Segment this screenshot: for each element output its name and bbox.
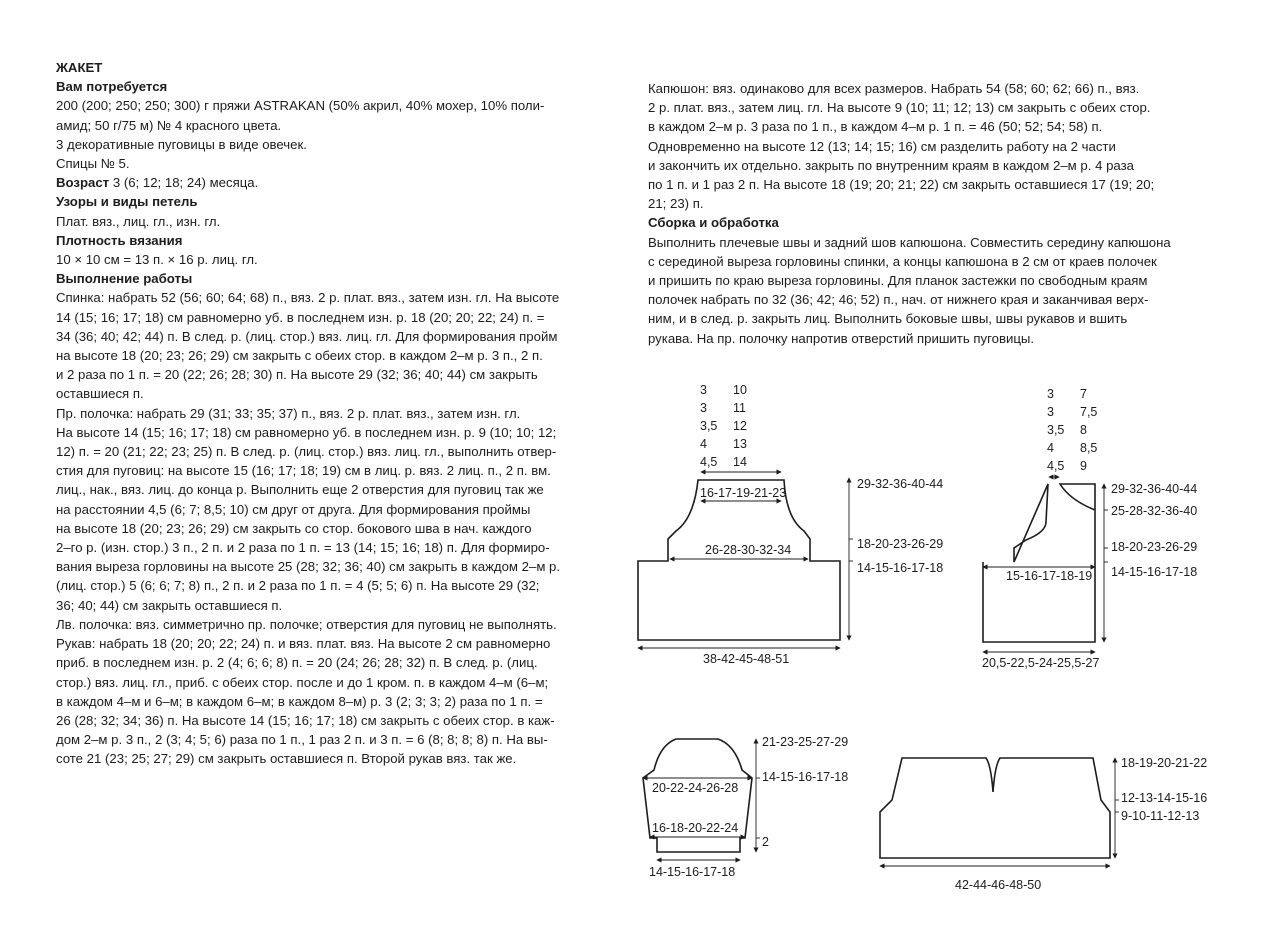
text-line: рукава. На пр. полочку напротив отверстий пришить пуговицы. bbox=[648, 330, 1035, 346]
text-line: На высоте 14 (15; 16; 17; 18) см равномерно уб. в последнем изн. р. 9 (10; 10; 12; bbox=[56, 424, 557, 440]
section-heading: Плотность вязания bbox=[56, 232, 183, 248]
text-line: 36; 40; 44) см закрыть оставшиеся п. bbox=[56, 597, 283, 613]
text-line: вания выреза горловины на высоте 25 (28; 32; 36; 40) см закрыть в каждом 2–м р. bbox=[56, 559, 561, 575]
text-line: с серединой выреза горловины спинки, а концы капюшона в 2 см от краев полочек bbox=[648, 253, 1157, 269]
stack-value: 8,5 bbox=[1080, 441, 1098, 455]
section-heading: Сборка и обработка bbox=[648, 215, 779, 231]
stack-value: 3 bbox=[700, 401, 707, 415]
front-outline bbox=[983, 484, 1095, 642]
back-total-height: 29-32-36-40-44 bbox=[857, 477, 944, 491]
text-line: оставшиеся п. bbox=[56, 386, 144, 402]
text-line: полочек набрать по 32 (36; 42; 46; 52) п., нач. от нижнего края и заканчивая верх- bbox=[648, 292, 1149, 308]
back-diagram bbox=[638, 383, 943, 666]
text-line: Рукав: набрать 18 (20; 20; 22; 24) п. и вяз. плат. вяз. На высоте 2 см равномерно bbox=[56, 636, 551, 652]
stack-value: 10 bbox=[733, 383, 747, 397]
back-stack-right bbox=[733, 383, 747, 469]
text-line: стия для пуговиц: на высоте 15 (16; 17; 18; 19) см в лиц. р. вяз. 2 лиц. п., 2 п. вм. bbox=[56, 463, 551, 479]
stack-value: 3,5 bbox=[1047, 423, 1065, 437]
hood-diagram bbox=[880, 756, 1207, 892]
stack-value: 4 bbox=[1047, 441, 1054, 455]
hood-width: 42-44-46-48-50 bbox=[955, 878, 1042, 892]
text-line: 34 (36; 40; 42; 44) п. В след. р. (лиц. стор.) вяз. лиц. гл. Для формирования пройм bbox=[56, 328, 558, 344]
text-line: 200 (200; 250; 250; 300) г пряжи ASTRAKAN (50% акрил, 40% мохер, 10% поли- bbox=[56, 98, 545, 114]
text-line: Одновременно на высоте 12 (13; 14; 15; 16) см разделить работу на 2 части bbox=[648, 138, 1116, 154]
text-line: 2 р. плат. вяз., затем лиц. гл. На высоте 9 (10; 11; 12; 13) см закрыть с обеих стор. bbox=[648, 100, 1151, 116]
text-line: приб. в последнем изн. р. 2 (4; 6; 6; 8) п. = 20 (24; 26; 28; 32) п. В след. р. (лиц. bbox=[56, 655, 538, 671]
sleeve-cap-height: 21-23-25-27-29 bbox=[762, 735, 849, 749]
front-stack-left bbox=[1047, 387, 1064, 473]
back-chest-width: 26-28-30-32-34 bbox=[705, 543, 792, 557]
front-stack-right bbox=[1080, 387, 1097, 473]
text-line: и пришить по краю выреза горловины. Для планок застежки по свободным краям bbox=[648, 273, 1148, 289]
section-heading: Вам потребуется bbox=[56, 79, 168, 95]
hood-split-height: 12-13-14-15-16 bbox=[1121, 791, 1208, 805]
stack-value: 3 bbox=[700, 383, 707, 397]
text-run: 3 (6; 12; 18; 24) месяца. bbox=[109, 175, 259, 191]
stack-value: 9 bbox=[1080, 459, 1087, 473]
text-line: и 2 раза по 1 п. = 20 (22; 26; 28; 30) п. На высоте 29 (32; 36; 40; 44) см закрыть bbox=[56, 367, 538, 383]
text-line: Выполнить плечевые швы и задний шов капюшона. Совместить середину капюшона bbox=[648, 234, 1171, 250]
stack-value: 8 bbox=[1080, 423, 1087, 437]
hood-outline bbox=[880, 758, 1110, 858]
sleeve-outline bbox=[643, 739, 752, 852]
text-line: в каждом 4–м и 6–м; в каждом 6–м; в каждом 8–м) р. 3 (2; 3; 3; 2) раза по 1 п. = bbox=[56, 693, 543, 709]
text-line: Пр. полочка: набрать 29 (31; 33; 35; 37) п., вяз. 2 р. плат. вяз., затем изн. гл. bbox=[56, 405, 521, 421]
stack-value: 12 bbox=[733, 419, 747, 433]
stack-value: 4,5 bbox=[1047, 459, 1065, 473]
text-line: на высоте 18 (20; 23; 26; 29) см закрыть со стор. бокового шва в нач. каждого bbox=[56, 520, 532, 536]
front-armhole-height: 18-20-23-26-29 bbox=[1111, 540, 1198, 554]
section-heading: Выполнение работы bbox=[56, 271, 193, 287]
text-line: в каждом 2–м р. 3 раза по 1 п., в каждом 4–м р. 1 п. = 46 (50; 52; 54; 58) п. bbox=[648, 119, 1103, 135]
sleeve-mid-width: 16-18-20-22-24 bbox=[652, 821, 739, 835]
stack-value: 3 bbox=[1047, 387, 1054, 401]
text-line: на расстоянии 4,5 (6; 7; 8,5; 10) см друг от друга. Для формирования проймы bbox=[56, 501, 531, 517]
text-line: амид; 50 г/75 м) № 4 красного цвета. bbox=[56, 117, 282, 133]
sleeve-diagram bbox=[643, 735, 848, 879]
back-outline bbox=[638, 480, 840, 640]
text-line: Лв. полочка: вяз. симметрично пр. полочке; отверстия для пуговиц не выполнять. bbox=[56, 616, 557, 632]
back-body-height: 14-15-16-17-18 bbox=[857, 561, 944, 575]
back-neck-width: 16-17-19-21-23 bbox=[700, 486, 787, 500]
text-line: 14 (15; 16; 17; 18) см равномерно уб. в последнем изн. р. 18 (20; 20; 22; 24) п. = bbox=[56, 309, 545, 325]
stack-value: 11 bbox=[733, 401, 746, 415]
section-heading: Узоры и виды петель bbox=[56, 194, 198, 210]
text-line: соте 21 (23; 25; 27; 29) см закрыть оставшиеся п. Второй рукав вяз. так же. bbox=[56, 751, 517, 767]
stack-value: 14 bbox=[733, 455, 747, 469]
text-line: Спицы № 5. bbox=[56, 156, 130, 172]
text-line: 21; 23) п. bbox=[648, 196, 704, 212]
sleeve-cuff-width: 14-15-16-17-18 bbox=[649, 865, 736, 879]
front-chest-width: 15-16-17-18-19 bbox=[1006, 569, 1093, 583]
text-line: Капюшон: вяз. одинаково для всех размеров. Набрать 54 (58; 60; 62; 66) п., вяз. bbox=[648, 81, 1140, 96]
text-line: Спинка: набрать 52 (56; 60; 64; 68) п., вяз. 2 р. плат. вяз., затем изн. гл. На высоте bbox=[56, 290, 560, 306]
text-line: 3 декоративные пуговицы в виде овечек. bbox=[56, 136, 307, 152]
text-line: ним, и в след. р. закрыть лиц. Выполнить боковые швы, швы рукавов и вшить bbox=[648, 311, 1128, 327]
back-bottom-width: 38-42-45-48-51 bbox=[703, 652, 790, 666]
section-heading: Возраст bbox=[56, 175, 110, 191]
sleeve-cuff-height: 2 bbox=[762, 835, 769, 849]
text-line: лиц., нак., вяз. лиц. до конца р. Выполнить еще 2 отверстия для пуговиц так же bbox=[56, 482, 544, 498]
front-total-height: 29-32-36-40-44 bbox=[1111, 482, 1198, 496]
stack-value: 7 bbox=[1080, 387, 1087, 401]
front-bottom-width: 20,5-22,5-24-25,5-27 bbox=[982, 656, 1100, 670]
back-stack-left bbox=[700, 383, 717, 469]
sleeve-body-height: 14-15-16-17-18 bbox=[762, 770, 849, 784]
text-line: 10 × 10 см = 13 п. × 16 р. лиц. гл. bbox=[56, 252, 258, 268]
hood-total-height: 18-19-20-21-22 bbox=[1121, 756, 1208, 770]
front-diagram bbox=[982, 387, 1197, 670]
text-line: 26 (28; 32; 34; 36) п. На высоте 14 (15; 16; 17; 18) см закрыть с обеих стор. в каж- bbox=[56, 712, 555, 728]
stack-value: 4,5 bbox=[700, 455, 718, 469]
text-line: и закончить их отдельно. закрыть по внутренним краям в каждом 2–м р. 4 раза bbox=[648, 157, 1134, 173]
hood-side-height: 9-10-11-12-13 bbox=[1121, 809, 1200, 823]
stack-value: 3 bbox=[1047, 405, 1054, 419]
stack-value: 4 bbox=[700, 437, 707, 451]
document-title: ЖАКЕТ bbox=[56, 60, 103, 75]
text-line: стор.) вяз. лиц. гл., приб. с обеих стор. после и до 1 кром. п. в каждом 4–м (6–м; bbox=[56, 674, 549, 690]
text-line: 12) п. = 20 (21; 22; 23; 25) п. В след. р. (лиц. стор.) вяз. лиц. гл., выполнить отвер- bbox=[56, 444, 557, 460]
sleeve-top-width: 20-22-24-26-28 bbox=[652, 781, 739, 795]
text-line: 2–го р. (изн. стор.) 3 п., 2 п. и 2 раза по 1 п. = 13 (14; 15; 16; 18) п. Для формиро- bbox=[56, 540, 550, 556]
text-line: Плат. вяз., лиц. гл., изн. гл. bbox=[56, 213, 221, 229]
stack-value: 3,5 bbox=[700, 419, 718, 433]
text-line: на высоте 18 (20; 23; 26; 29) см закрыть с обеих стор. в каждом 2–м р. 3 п., 2 п. bbox=[56, 348, 543, 364]
text-line: дом 2–м р. 3 п., 2 (3; 4; 5; 6) раза по 1 п., 1 раз 2 п. и 3 п. = 6 (8; 8; 8; 8) п. На вы- bbox=[56, 732, 548, 748]
text-line: (лиц. стор.) 5 (6; 6; 7; 8) п., 2 п. и 2 раза по 1 п. = 4 (5; 5; 6) п. На высоте 29 (32; bbox=[56, 578, 540, 594]
front-body-height: 14-15-16-17-18 bbox=[1111, 565, 1198, 579]
stack-value: 13 bbox=[733, 437, 747, 451]
text-line: по 1 п. и 1 раз 2 п. На высоте 18 (19; 20; 21; 22) см закрыть оставшиеся 17 (19; 20; bbox=[648, 177, 1155, 193]
back-armhole-height: 18-20-23-26-29 bbox=[857, 537, 944, 551]
front-neck-height: 25-28-32-36-40 bbox=[1111, 504, 1198, 518]
stack-value: 7,5 bbox=[1080, 405, 1098, 419]
